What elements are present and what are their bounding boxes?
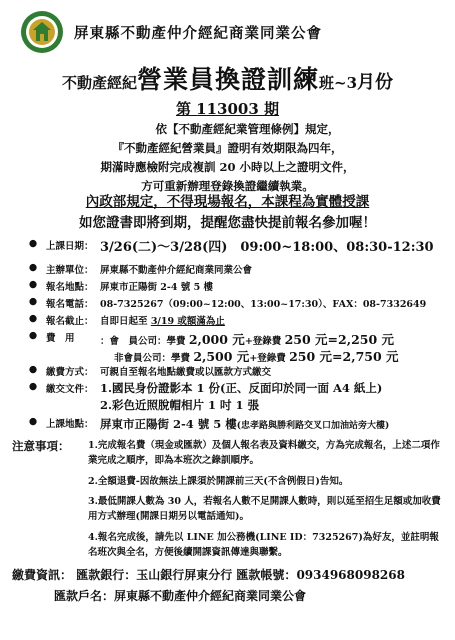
bullet-icon: ● (28, 313, 38, 324)
payment-label: 繳費資訊： (12, 568, 73, 582)
association-logo-icon (20, 10, 64, 54)
detail-docs-2: 2.彩色近照脫帽相片 1 吋 1 張 (100, 398, 260, 412)
payment-row-2 (54, 587, 306, 604)
intro-line-2: 『不動產經紀營業員』證明有效期限為四年， (112, 141, 343, 155)
bullet-icon: ● (28, 381, 38, 392)
bullet-icon: ● (28, 262, 38, 273)
intro-line-3: 期滿時應檢附完成複訓 20 小時以上之證明文件， (100, 160, 355, 174)
detail-fee-member: ● 費 用 ：會 員公司：學費 2,000 元+登錄費 250 元=2,250 元 (28, 330, 395, 347)
detail-phone: ● 報名電話： 08-7325267（09:00~12:00、13:00~17:30）、FAX：08-7332649 (28, 296, 427, 310)
period-number: 第 113003 期 (175, 100, 280, 118)
page-title (0, 60, 455, 96)
title-part-4: 月份 (357, 72, 394, 93)
title-part-1: 不動產經紀 (61, 74, 137, 92)
bank-label: 匯款銀行： (76, 568, 137, 582)
holder-label: 匯款戶名： (54, 589, 115, 603)
bullet-icon: ● (28, 416, 38, 427)
bullet-icon: ● (28, 330, 38, 341)
header (12, 8, 447, 58)
account-label: 匯款帳號： (236, 568, 297, 582)
intro-text (0, 120, 455, 196)
course-details (28, 238, 448, 433)
detail-organizer: ● 主辦單位： 屏東縣不動產仲介經紀商業同業公會 (28, 262, 253, 276)
detail-reg-place: ● 報名地點： 屏東市正陽街 2-4 號 5 樓 (28, 279, 214, 293)
bullet-icon: ● (28, 238, 38, 249)
bullet-icon: ● (28, 296, 38, 307)
detail-fee-nonmember: 非會員公司：學費 2,500 元+登錄費 250 元=2,750 元 (114, 349, 399, 364)
bank-value: 玉山銀行屏東分行 (136, 568, 233, 582)
note-item-4: 4.報名完成後，請先以 LINE 加公務機(LINE ID：7325267)為好友，並註明報名班次與全名，方便後續開課資訊傳達與聯繫。 (88, 532, 439, 558)
intro-line-4: 方可重新辦理登錄換證繼續執業。 (141, 179, 314, 193)
detail-deadline: ● 報名截止： 自即日起至 3/19 或額滿為止 (28, 313, 225, 327)
note-item-3: 3.最低開課人數為 30 人，若報名人數不足開課人數時，則以延至招生足額或加收費用方式辦理(開課日期另以電話通知)。 (88, 496, 441, 522)
association-name: 屏東縣不動產仲介經紀商業同業公會 (74, 25, 322, 42)
notice-line-1: 內政部規定，不得現場報名，本課程為實體授課 (85, 194, 370, 210)
notes-label: 注意事項： (12, 439, 70, 453)
title-part-2: 營業員換證訓練 (136, 65, 319, 94)
bullet-icon: ● (28, 364, 38, 375)
holder-value: 屏東縣不動產仲介經紀商業同業公會 (114, 589, 307, 603)
payment-row-1 (12, 566, 405, 583)
note-item-2: 2.全額退費-因故無法上課須於開課前三天(不含例假日)告知。 (88, 476, 349, 487)
detail-pay-method: ● 繳費方式： 可親自至報名地點繳費或以匯款方式繳交 (28, 364, 272, 378)
detail-date: ● 上課日期： 3/26(二)～3/28(四) 09:00~18:00、08:30-12:30 (28, 238, 434, 255)
title-part-3: 班~3 (319, 74, 358, 92)
detail-class-place: ● 上課地點： 屏東市正陽街 2-4 號 5 樓(忠孝路與勝利路交叉口加油站旁大樓) (28, 416, 390, 431)
bullet-icon: ● (28, 279, 38, 290)
notice (0, 192, 455, 234)
detail-docs: ● 繳交文件： 1.國民身份證影本 1 份(正、反面印於同一面 A4 紙上) (28, 381, 383, 395)
account-value: 0934968098268 (296, 568, 405, 582)
notice-line-2: 如您證書即將到期，提醒您盡快提前報名參加喔！ (79, 215, 376, 231)
intro-line-1: 依【不動產經紀業管理條例】規定， (155, 122, 340, 136)
note-item-1: 1.完成報名費（現金或匯款）及個人報名表及資料繳交，方為完成報名，上述二項作業完成之順序，即為本班次之錄訓順序。 (88, 440, 440, 466)
